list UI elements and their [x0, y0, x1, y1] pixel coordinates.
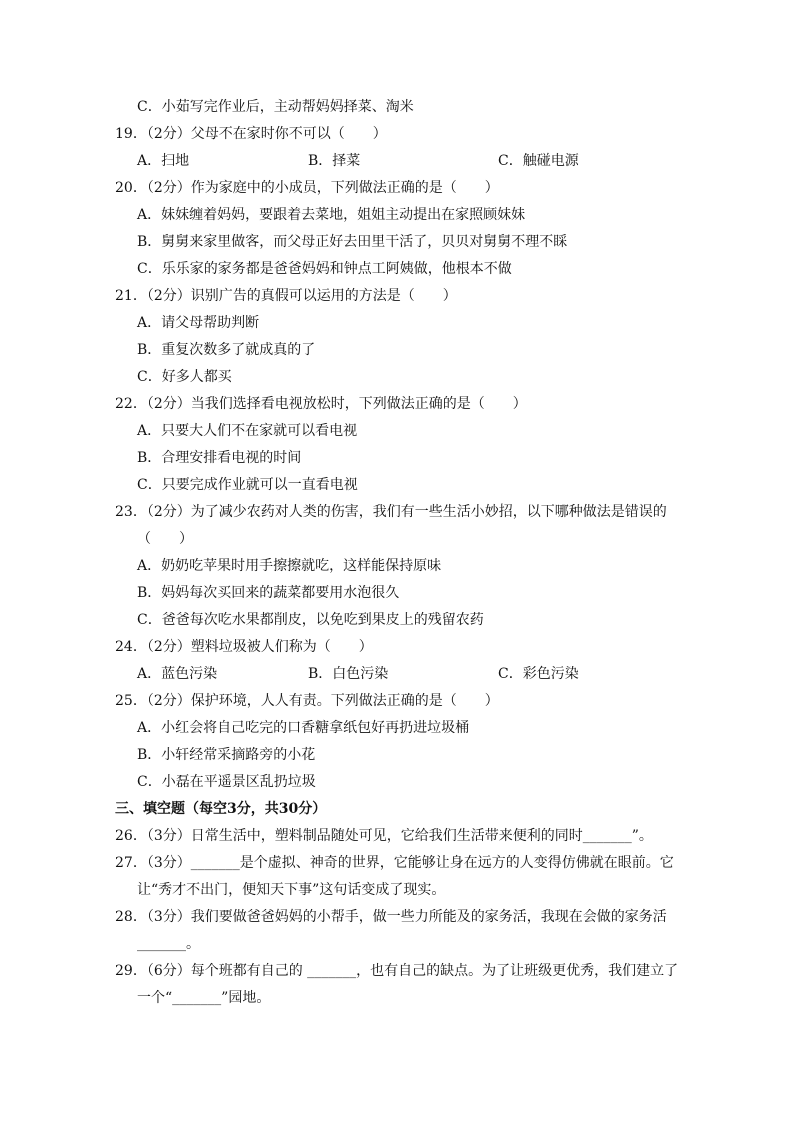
- q19-option-b: B．择菜: [308, 153, 361, 169]
- q21-option-a: A．请父母帮助判断: [137, 315, 260, 331]
- q24-option-c: C．彩色污染: [498, 666, 579, 682]
- q28-text: 28．（3分）我们要做爸爸妈妈的小帮手，做一些力所能及的家务活，我现在会做的家务活 _______。: [115, 909, 667, 952]
- section-3-title: 三、填空题（每空3分，共30分）: [115, 801, 327, 817]
- q23-stem: 23．（2分）为了减少农药对人类的伤害，我们有一些生活小妙招，以下哪种做法是错误的（ ）: [115, 504, 667, 547]
- q21-option-c: C．好多人都买: [137, 369, 232, 385]
- q23-option-c: C．爸爸每次吃水果都削皮，以免吃到果皮上的残留农药: [137, 612, 484, 628]
- q24-stem: 24．（2分）塑料垃圾被人们称为（ ）: [115, 639, 373, 655]
- q20-option-a: A．妹妹缠着妈妈，要跟着去菜地，姐姐主动提出在家照顾妹妹: [137, 207, 526, 223]
- q23-option-a: A．奶奶吃苹果时用手擦擦就吃，这样能保持原味: [137, 558, 442, 574]
- q19-option-a: A．扫地: [137, 153, 190, 169]
- q24-options: [115, 661, 680, 688]
- q23-option-b: B．妈妈每次买回来的蔬菜都要用水泡很久: [137, 585, 400, 601]
- q22-option-c: C．只要完成作业就可以一直看电视: [137, 477, 358, 493]
- q22-option-b: B．合理安排看电视的时间: [137, 450, 302, 466]
- q29-text: 29．（6分）每个班都有自己的 _______，也有自己的缺点。为了让班级更优秀，我们建立了一个“_______”园地。: [115, 963, 679, 1006]
- q22-stem: 22．（2分）当我们选择看电视放松时，下列做法正确的是（ ）: [115, 396, 527, 412]
- q18-option-c: C．小茹写完作业后，主动帮妈妈择菜、淘米: [137, 99, 414, 115]
- q20-option-b: B．舅舅来家里做客，而父母正好去田里干活了，贝贝对舅舅不理不睬: [137, 234, 568, 250]
- q20-stem: 20．（2分）作为家庭中的小成员，下列做法正确的是（ ）: [115, 180, 499, 196]
- q25-option-a: A．小红会将自己吃完的口香糖拿纸包好再扔进垃圾桶: [137, 720, 470, 736]
- q27-text: 27．（3分）_______是个虚拟、神奇的世界，它能够让身在远方的人变得仿佛就在眼前。它让“秀才不出门，便知天下事”这句话变成了现实。: [115, 855, 674, 898]
- q25-option-b: B．小轩经常采摘路旁的小花: [137, 747, 316, 763]
- q25-stem: 25．（2分）保护环境，人人有责。下列做法正确的是（ ）: [115, 693, 499, 709]
- q19-stem: 19．（2分）父母不在家时你不可以（ ）: [115, 126, 387, 142]
- q22-option-a: A．只要大人们不在家就可以看电视: [137, 423, 358, 439]
- q19-options: [115, 148, 680, 175]
- q20-option-c: C．乐乐家的家务都是爸爸妈妈和钟点工阿姨做，他根本不做: [137, 261, 512, 277]
- q24-option-a: A．蓝色污染: [137, 666, 218, 682]
- q25-option-c: C．小磊在平遥景区乱扔垃圾: [137, 774, 316, 790]
- q21-stem: 21．（2分）识别广告的真假可以运用的方法是（ ）: [115, 288, 457, 304]
- q19-option-c: C．触碰电源: [498, 153, 579, 169]
- exam-content: [115, 94, 680, 1012]
- q26-text: 26．（3分）日常生活中，塑料制品随处可见，它给我们生活带来便利的同时_______”。: [115, 828, 653, 844]
- q21-option-b: B．重复次数多了就成真的了: [137, 342, 316, 358]
- q24-option-b: B．白色污染: [308, 666, 389, 682]
